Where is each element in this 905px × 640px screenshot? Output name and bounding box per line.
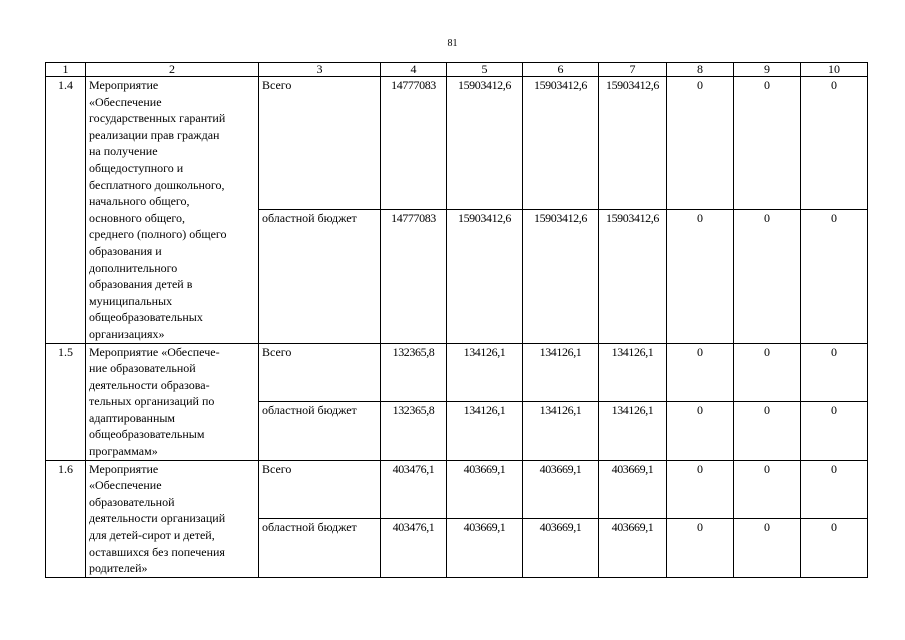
- amount-cell-c10: 0: [801, 77, 868, 210]
- activity-description-line: ние образовательной: [89, 361, 196, 376]
- column-header: 10: [801, 63, 868, 77]
- amount-cell-c6: 134126,1: [523, 402, 599, 461]
- column-header: 5: [447, 63, 523, 77]
- row-number: 1.6: [46, 460, 86, 577]
- column-header: 3: [259, 63, 381, 77]
- amount-cell-c5: 134126,1: [447, 343, 523, 402]
- activity-description-line: дополнительного: [89, 260, 178, 275]
- activity-description-line: Мероприятие «Обеспече-: [89, 344, 220, 359]
- amount-cell-c5: 15903412,6: [447, 77, 523, 210]
- activity-description-line: тельных организаций по: [89, 394, 215, 409]
- amount-cell-c4: 132365,8: [381, 343, 447, 402]
- amount-cell-c4: 14777083: [381, 210, 447, 343]
- page-number: 81: [447, 38, 458, 49]
- table-row-total: [46, 460, 868, 519]
- activity-description-line: оставшихся без попечения: [89, 544, 225, 559]
- amount-cell-c6: 403669,1: [523, 519, 599, 578]
- amount-cell-c9: 0: [734, 402, 801, 461]
- amount-cell-c4: 132365,8: [381, 402, 447, 461]
- row-number: 1.5: [46, 343, 86, 460]
- amount-cell-c9: 0: [734, 77, 801, 210]
- funding-source: областной бюджет: [259, 519, 381, 578]
- activity-description-line: государственных гарантий: [89, 111, 226, 126]
- activity-description-line: бесплатного дошкольного,: [89, 177, 225, 192]
- amount-cell-c9: 0: [734, 460, 801, 519]
- activity-description-line: образования и: [89, 243, 162, 258]
- amount-cell-c6: 15903412,6: [523, 77, 599, 210]
- amount-cell-c6: 15903412,6: [523, 210, 599, 343]
- column-header: 4: [381, 63, 447, 77]
- amount-cell-c8: 0: [667, 77, 734, 210]
- activity-description-line: образовательной: [89, 494, 175, 509]
- amount-cell-c8: 0: [667, 343, 734, 402]
- amount-cell-c8: 0: [667, 519, 734, 578]
- activity-description: [86, 343, 259, 460]
- activity-description: [86, 77, 259, 344]
- budget-table: [45, 62, 868, 578]
- amount-cell-c5: 134126,1: [447, 402, 523, 461]
- amount-cell-c7: 134126,1: [599, 343, 667, 402]
- activity-description-line: Мероприятие: [89, 461, 159, 476]
- activity-description-line: муниципальных: [89, 293, 173, 308]
- activity-description-line: деятельности организаций: [89, 511, 226, 526]
- activity-description-line: на получение: [89, 144, 158, 159]
- amount-cell-c7: 403669,1: [599, 460, 667, 519]
- activity-description-line: начального общего,: [89, 194, 190, 209]
- column-header: 1: [46, 63, 86, 77]
- amount-cell-c8: 0: [667, 460, 734, 519]
- activity-description-line: деятельности образова-: [89, 377, 210, 392]
- amount-cell-c9: 0: [734, 519, 801, 578]
- column-number-header-row: [46, 63, 868, 77]
- activity-description-line: образования детей в: [89, 277, 193, 292]
- column-header: 2: [86, 63, 259, 77]
- amount-cell-c10: 0: [801, 460, 868, 519]
- column-header: 7: [599, 63, 667, 77]
- amount-cell-c6: 134126,1: [523, 343, 599, 402]
- amount-cell-c8: 0: [667, 210, 734, 343]
- amount-cell-c4: 403476,1: [381, 519, 447, 578]
- table-row-total: [46, 343, 868, 402]
- amount-cell-c10: 0: [801, 210, 868, 343]
- activity-description: [86, 460, 259, 577]
- activity-description-line: среднего (полного) общего: [89, 227, 227, 242]
- activity-description-line: «Обеспечение: [89, 94, 162, 109]
- row-number: 1.4: [46, 77, 86, 344]
- activity-description-line: основного общего,: [89, 210, 186, 225]
- activity-description-line: «Обеспечение: [89, 478, 162, 493]
- amount-cell-c5: 403669,1: [447, 460, 523, 519]
- column-header: 9: [734, 63, 801, 77]
- activity-description-line: реализации прав граждан: [89, 127, 220, 142]
- amount-cell-c9: 0: [734, 343, 801, 402]
- funding-source: Всего: [259, 77, 381, 210]
- activity-description-line: общедоступного и: [89, 160, 184, 175]
- amount-cell-c7: 15903412,6: [599, 77, 667, 210]
- activity-description-line: адаптированным: [89, 410, 176, 425]
- table-row-total: [46, 77, 868, 210]
- amount-cell-c6: 403669,1: [523, 460, 599, 519]
- amount-cell-c8: 0: [667, 402, 734, 461]
- activity-description-line: общеобразовательных: [89, 310, 203, 325]
- activity-description-line: родителей»: [89, 561, 148, 576]
- amount-cell-c4: 14777083: [381, 77, 447, 210]
- amount-cell-c10: 0: [801, 402, 868, 461]
- activity-description-line: общеобразовательным: [89, 427, 205, 442]
- activity-description-line: для детей-сирот и детей,: [89, 528, 215, 543]
- amount-cell-c10: 0: [801, 343, 868, 402]
- amount-cell-c7: 134126,1: [599, 402, 667, 461]
- funding-source: Всего: [259, 460, 381, 519]
- activity-description-line: организациях»: [89, 326, 165, 341]
- activity-description-line: программам»: [89, 444, 158, 459]
- activity-description-line: Мероприятие: [89, 78, 159, 92]
- amount-cell-c4: 403476,1: [381, 460, 447, 519]
- funding-source: областной бюджет: [259, 210, 381, 343]
- funding-source: областной бюджет: [259, 402, 381, 461]
- amount-cell-c5: 15903412,6: [447, 210, 523, 343]
- amount-cell-c10: 0: [801, 519, 868, 578]
- amount-cell-c9: 0: [734, 210, 801, 343]
- amount-cell-c7: 403669,1: [599, 519, 667, 578]
- column-header: 6: [523, 63, 599, 77]
- funding-source: Всего: [259, 343, 381, 402]
- amount-cell-c7: 15903412,6: [599, 210, 667, 343]
- amount-cell-c5: 403669,1: [447, 519, 523, 578]
- column-header: 8: [667, 63, 734, 77]
